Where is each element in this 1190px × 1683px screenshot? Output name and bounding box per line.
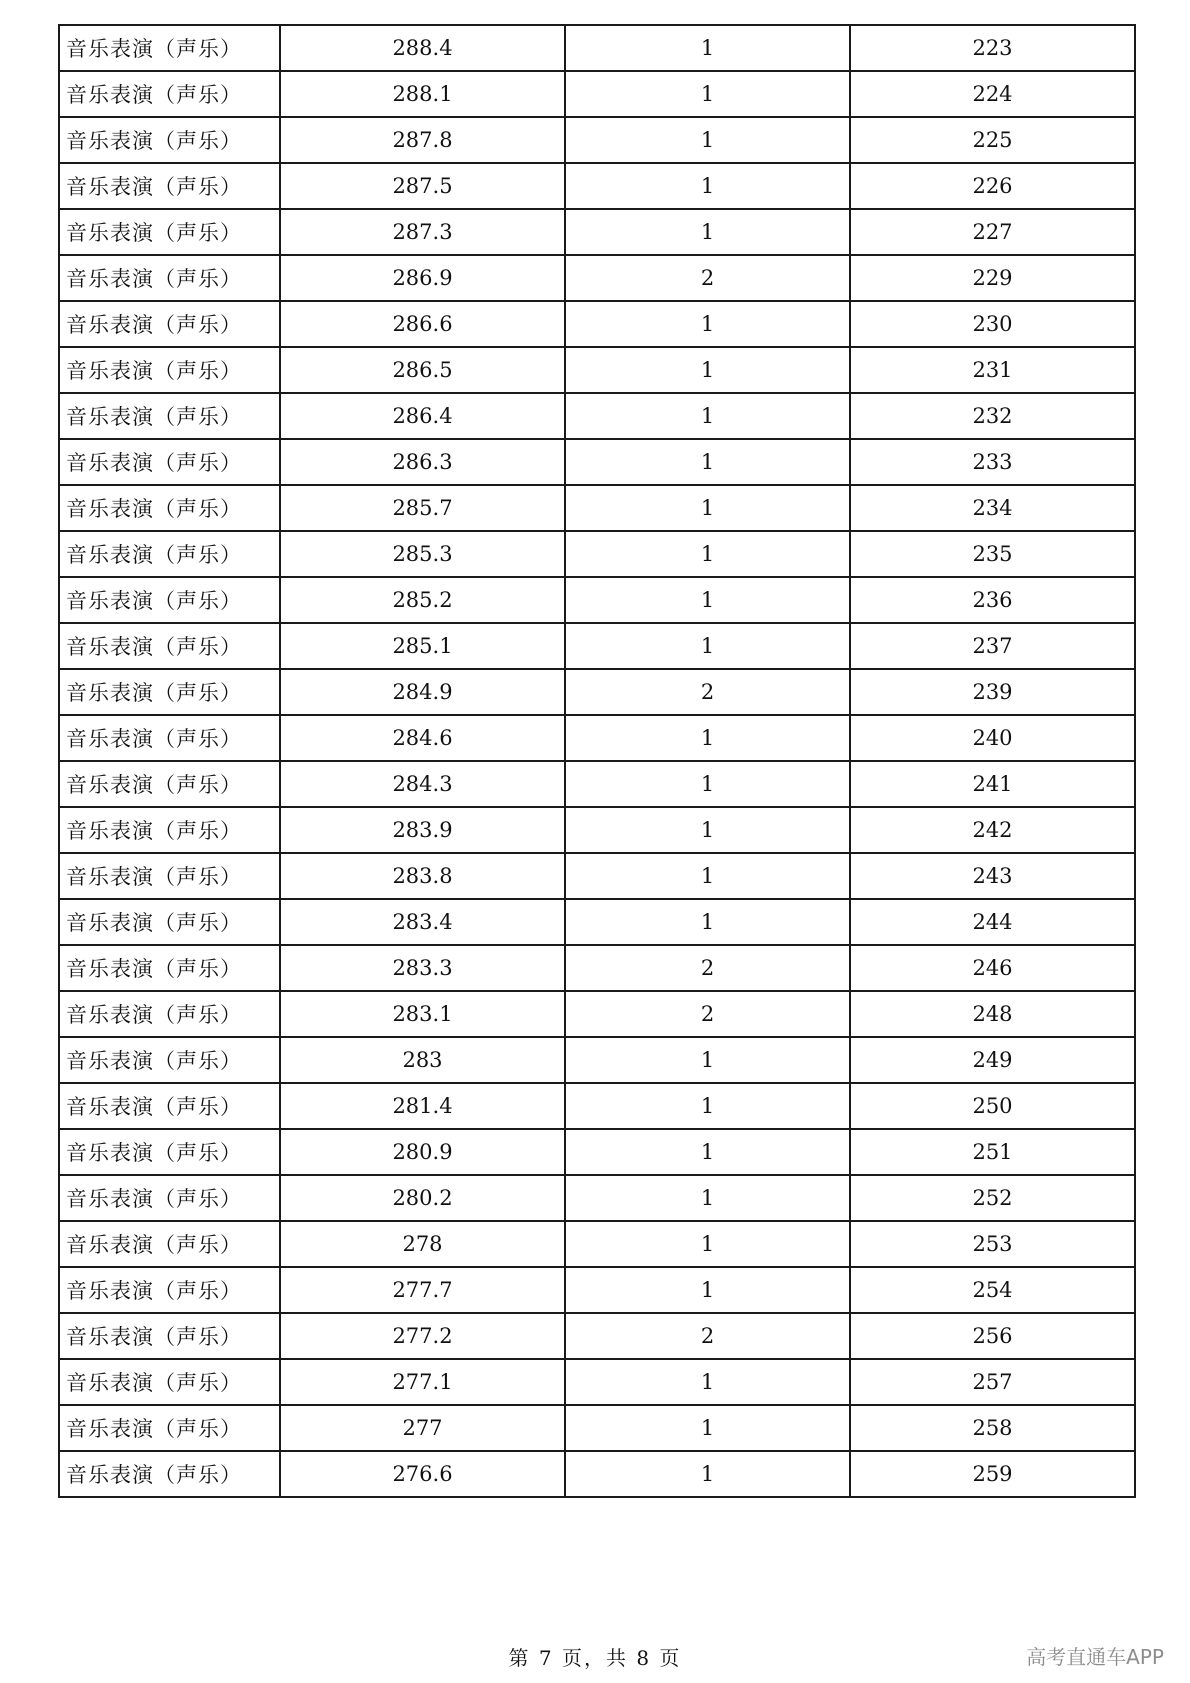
- table-row: [59, 1175, 1135, 1221]
- table-row: [59, 1129, 1135, 1175]
- table-row: [59, 807, 1135, 853]
- score-cell: 276.6: [280, 1451, 565, 1497]
- score-cell: 277: [280, 1405, 565, 1451]
- score-cell: 286.6: [280, 301, 565, 347]
- major-cell: 音乐表演（声乐）: [59, 1221, 280, 1267]
- count-cell: 1: [565, 71, 850, 117]
- table-row: [59, 209, 1135, 255]
- table-row: [59, 71, 1135, 117]
- rank-cell: 252: [850, 1175, 1135, 1221]
- table-row: [59, 531, 1135, 577]
- count-cell: 1: [565, 301, 850, 347]
- count-cell: 1: [565, 1221, 850, 1267]
- rank-cell: 232: [850, 393, 1135, 439]
- rank-cell: 256: [850, 1313, 1135, 1359]
- major-cell: 音乐表演（声乐）: [59, 1129, 280, 1175]
- major-cell: 音乐表演（声乐）: [59, 577, 280, 623]
- major-cell: 音乐表演（声乐）: [59, 531, 280, 577]
- count-cell: 2: [565, 255, 850, 301]
- major-cell: 音乐表演（声乐）: [59, 117, 280, 163]
- rank-cell: 251: [850, 1129, 1135, 1175]
- rank-cell: 226: [850, 163, 1135, 209]
- table-row: [59, 163, 1135, 209]
- count-cell: 1: [565, 531, 850, 577]
- table-row: [59, 1221, 1135, 1267]
- major-cell: 音乐表演（声乐）: [59, 25, 280, 71]
- major-cell: 音乐表演（声乐）: [59, 1037, 280, 1083]
- score-cell: 283.1: [280, 991, 565, 1037]
- count-cell: 2: [565, 945, 850, 991]
- major-cell: 音乐表演（声乐）: [59, 71, 280, 117]
- count-cell: 1: [565, 1451, 850, 1497]
- rank-cell: 225: [850, 117, 1135, 163]
- rank-cell: 248: [850, 991, 1135, 1037]
- count-cell: 1: [565, 761, 850, 807]
- table-row: [59, 347, 1135, 393]
- count-cell: 1: [565, 25, 850, 71]
- major-cell: 音乐表演（声乐）: [59, 1405, 280, 1451]
- count-cell: 1: [565, 1267, 850, 1313]
- major-cell: 音乐表演（声乐）: [59, 623, 280, 669]
- count-cell: 1: [565, 439, 850, 485]
- count-cell: 2: [565, 991, 850, 1037]
- watermark-text: 高考直通车APP: [1026, 1645, 1164, 1669]
- table-row: [59, 301, 1135, 347]
- count-cell: 1: [565, 163, 850, 209]
- score-cell: 285.3: [280, 531, 565, 577]
- count-cell: 1: [565, 1129, 850, 1175]
- table-row: [59, 439, 1135, 485]
- major-cell: 音乐表演（声乐）: [59, 439, 280, 485]
- score-cell: 283: [280, 1037, 565, 1083]
- score-cell: 280.9: [280, 1129, 565, 1175]
- table-row: [59, 1405, 1135, 1451]
- table-row: [59, 25, 1135, 71]
- major-cell: 音乐表演（声乐）: [59, 1451, 280, 1497]
- score-table-body: [59, 25, 1135, 1497]
- table-row: [59, 623, 1135, 669]
- table-row: [59, 1451, 1135, 1497]
- count-cell: 1: [565, 807, 850, 853]
- table-row: [59, 669, 1135, 715]
- score-cell: 283.8: [280, 853, 565, 899]
- table-row: [59, 393, 1135, 439]
- major-cell: 音乐表演（声乐）: [59, 761, 280, 807]
- rank-cell: 254: [850, 1267, 1135, 1313]
- score-cell: 285.1: [280, 623, 565, 669]
- table-row: [59, 1267, 1135, 1313]
- rank-cell: 236: [850, 577, 1135, 623]
- rank-cell: 230: [850, 301, 1135, 347]
- rank-cell: 250: [850, 1083, 1135, 1129]
- score-cell: 280.2: [280, 1175, 565, 1221]
- major-cell: 音乐表演（声乐）: [59, 1313, 280, 1359]
- score-cell: 283.3: [280, 945, 565, 991]
- count-cell: 1: [565, 853, 850, 899]
- score-cell: 286.9: [280, 255, 565, 301]
- count-cell: 1: [565, 1083, 850, 1129]
- score-cell: 286.4: [280, 393, 565, 439]
- major-cell: 音乐表演（声乐）: [59, 255, 280, 301]
- major-cell: 音乐表演（声乐）: [59, 853, 280, 899]
- rank-cell: 229: [850, 255, 1135, 301]
- rank-cell: 242: [850, 807, 1135, 853]
- count-cell: 2: [565, 1313, 850, 1359]
- major-cell: 音乐表演（声乐）: [59, 393, 280, 439]
- major-cell: 音乐表演（声乐）: [59, 1175, 280, 1221]
- rank-cell: 231: [850, 347, 1135, 393]
- major-cell: 音乐表演（声乐）: [59, 209, 280, 255]
- count-cell: 1: [565, 577, 850, 623]
- score-cell: 287.8: [280, 117, 565, 163]
- table-row: [59, 1313, 1135, 1359]
- rank-cell: 258: [850, 1405, 1135, 1451]
- rank-cell: 235: [850, 531, 1135, 577]
- score-cell: 283.4: [280, 899, 565, 945]
- rank-cell: 253: [850, 1221, 1135, 1267]
- score-cell: 285.2: [280, 577, 565, 623]
- count-cell: 1: [565, 1359, 850, 1405]
- major-cell: 音乐表演（声乐）: [59, 301, 280, 347]
- rank-cell: 237: [850, 623, 1135, 669]
- major-cell: 音乐表演（声乐）: [59, 1359, 280, 1405]
- count-cell: 1: [565, 899, 850, 945]
- major-cell: 音乐表演（声乐）: [59, 1083, 280, 1129]
- count-cell: 1: [565, 117, 850, 163]
- score-cell: 283.9: [280, 807, 565, 853]
- rank-cell: 223: [850, 25, 1135, 71]
- table-row: [59, 1359, 1135, 1405]
- rank-cell: 224: [850, 71, 1135, 117]
- score-cell: 277.2: [280, 1313, 565, 1359]
- count-cell: 1: [565, 623, 850, 669]
- table-row: [59, 715, 1135, 761]
- rank-cell: 233: [850, 439, 1135, 485]
- count-cell: 1: [565, 715, 850, 761]
- score-cell: 286.5: [280, 347, 565, 393]
- count-cell: 1: [565, 347, 850, 393]
- score-table-container: [58, 24, 1134, 1498]
- page-number: 第 7 页，共 8 页: [508, 1646, 682, 1670]
- major-cell: 音乐表演（声乐）: [59, 991, 280, 1037]
- major-cell: 音乐表演（声乐）: [59, 807, 280, 853]
- score-cell: 287.5: [280, 163, 565, 209]
- table-row: [59, 577, 1135, 623]
- table-row: [59, 761, 1135, 807]
- table-row: [59, 853, 1135, 899]
- count-cell: 2: [565, 669, 850, 715]
- table-row: [59, 1083, 1135, 1129]
- score-cell: 285.7: [280, 485, 565, 531]
- score-cell: 286.3: [280, 439, 565, 485]
- score-cell: 281.4: [280, 1083, 565, 1129]
- rank-cell: 249: [850, 1037, 1135, 1083]
- score-cell: 284.9: [280, 669, 565, 715]
- rank-cell: 240: [850, 715, 1135, 761]
- table-row: [59, 899, 1135, 945]
- count-cell: 1: [565, 209, 850, 255]
- rank-cell: 243: [850, 853, 1135, 899]
- table-row: [59, 117, 1135, 163]
- score-table: [58, 24, 1136, 1498]
- score-cell: 278: [280, 1221, 565, 1267]
- major-cell: 音乐表演（声乐）: [59, 945, 280, 991]
- table-row: [59, 255, 1135, 301]
- count-cell: 1: [565, 485, 850, 531]
- table-row: [59, 991, 1135, 1037]
- score-cell: 288.4: [280, 25, 565, 71]
- major-cell: 音乐表演（声乐）: [59, 347, 280, 393]
- major-cell: 音乐表演（声乐）: [59, 485, 280, 531]
- table-row: [59, 485, 1135, 531]
- count-cell: 1: [565, 1175, 850, 1221]
- major-cell: 音乐表演（声乐）: [59, 163, 280, 209]
- score-cell: 284.3: [280, 761, 565, 807]
- rank-cell: 239: [850, 669, 1135, 715]
- table-row: [59, 945, 1135, 991]
- major-cell: 音乐表演（声乐）: [59, 899, 280, 945]
- count-cell: 1: [565, 393, 850, 439]
- rank-cell: 241: [850, 761, 1135, 807]
- major-cell: 音乐表演（声乐）: [59, 715, 280, 761]
- rank-cell: 234: [850, 485, 1135, 531]
- major-cell: 音乐表演（声乐）: [59, 1267, 280, 1313]
- score-cell: 288.1: [280, 71, 565, 117]
- rank-cell: 259: [850, 1451, 1135, 1497]
- count-cell: 1: [565, 1405, 850, 1451]
- rank-cell: 257: [850, 1359, 1135, 1405]
- rank-cell: 244: [850, 899, 1135, 945]
- score-cell: 277.1: [280, 1359, 565, 1405]
- rank-cell: 246: [850, 945, 1135, 991]
- score-cell: 284.6: [280, 715, 565, 761]
- major-cell: 音乐表演（声乐）: [59, 669, 280, 715]
- count-cell: 1: [565, 1037, 850, 1083]
- score-cell: 277.7: [280, 1267, 565, 1313]
- rank-cell: 227: [850, 209, 1135, 255]
- score-cell: 287.3: [280, 209, 565, 255]
- table-row: [59, 1037, 1135, 1083]
